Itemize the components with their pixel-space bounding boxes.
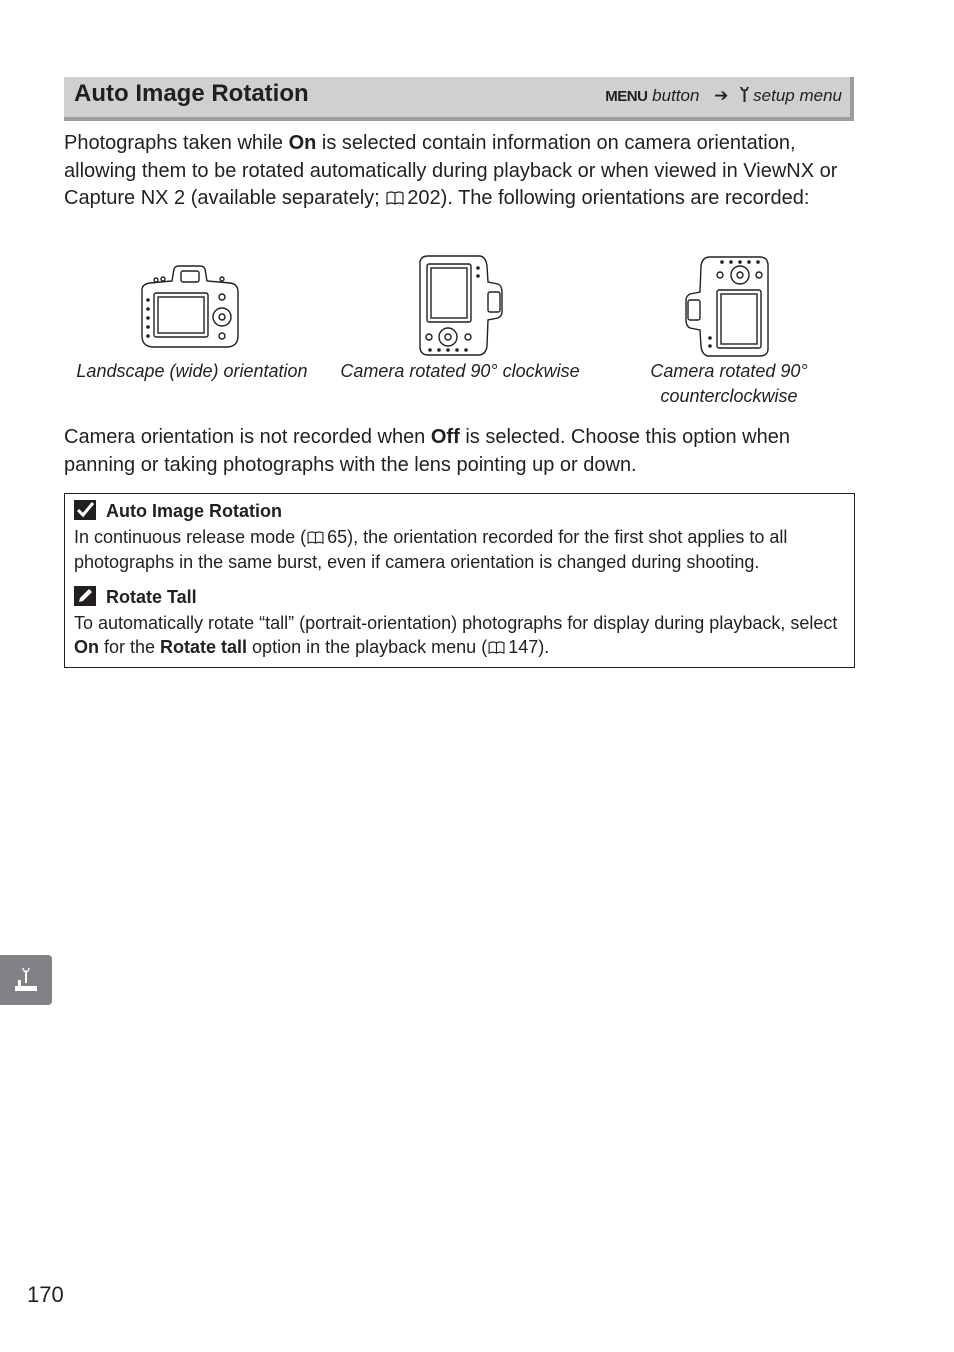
off-option: Off xyxy=(430,426,460,448)
checkmark-icon xyxy=(74,500,96,525)
page-title: Auto Image Rotation xyxy=(74,80,309,107)
note-auto-rotation-body: In continuous release mode ( 65), the orientation recorded for the first shot applies to all photographs in the same burst, even if camera orientation is changed during shooting. xyxy=(74,527,788,572)
book-reference-icon xyxy=(386,186,404,214)
camera-counterclockwise-figure xyxy=(684,254,774,363)
note-auto-rotation-heading: Auto Image Rotation xyxy=(74,500,282,525)
arrow-icon: ➔ xyxy=(714,86,729,105)
caption-clockwise: Camera rotated 90° clockwise xyxy=(340,361,580,381)
note-rotate-tall-heading: Rotate Tall xyxy=(74,586,197,611)
camera-landscape-figure xyxy=(138,264,242,355)
caption-counterclockwise: Camera rotated 90° counterclockwise xyxy=(650,361,808,406)
intro-paragraph: Photographs taken while On is selected contain information on camera orientation, allowing them to be rotated automatically during playback or when viewed in ViewNX or Capture NX 2 (available separately; 202). The following orientations are recorded: xyxy=(64,130,864,214)
caption-landscape: Landscape (wide) orientation xyxy=(76,361,308,381)
wrench-icon xyxy=(739,86,750,108)
setup-menu-label: setup menu xyxy=(753,86,842,105)
camera-clockwise-figure xyxy=(414,254,504,363)
section-header xyxy=(64,77,854,121)
page-reference: 202 xyxy=(407,187,441,209)
off-paragraph: Camera orientation is not recorded when Off is selected. Choose this option when panning or taking photographs with the lens pointing up or down. xyxy=(64,426,790,476)
notes-box xyxy=(64,493,855,668)
note-rotate-tall-body: To automatically rotate “tall” (portrait-orientation) photographs for display during playback, select On for the Rotate tall option in the playback menu ( 147). xyxy=(74,611,849,660)
menu-button-label: MENU xyxy=(605,88,648,105)
button-label: button xyxy=(652,86,700,105)
menu-path xyxy=(605,86,842,108)
setup-menu-side-tab xyxy=(0,955,52,1005)
pencil-icon xyxy=(74,586,96,611)
book-reference-icon xyxy=(307,526,324,550)
book-reference-icon xyxy=(488,636,505,660)
page-number: 170 xyxy=(27,1282,64,1307)
on-option: On xyxy=(288,132,317,154)
wrench-icon xyxy=(14,967,38,998)
